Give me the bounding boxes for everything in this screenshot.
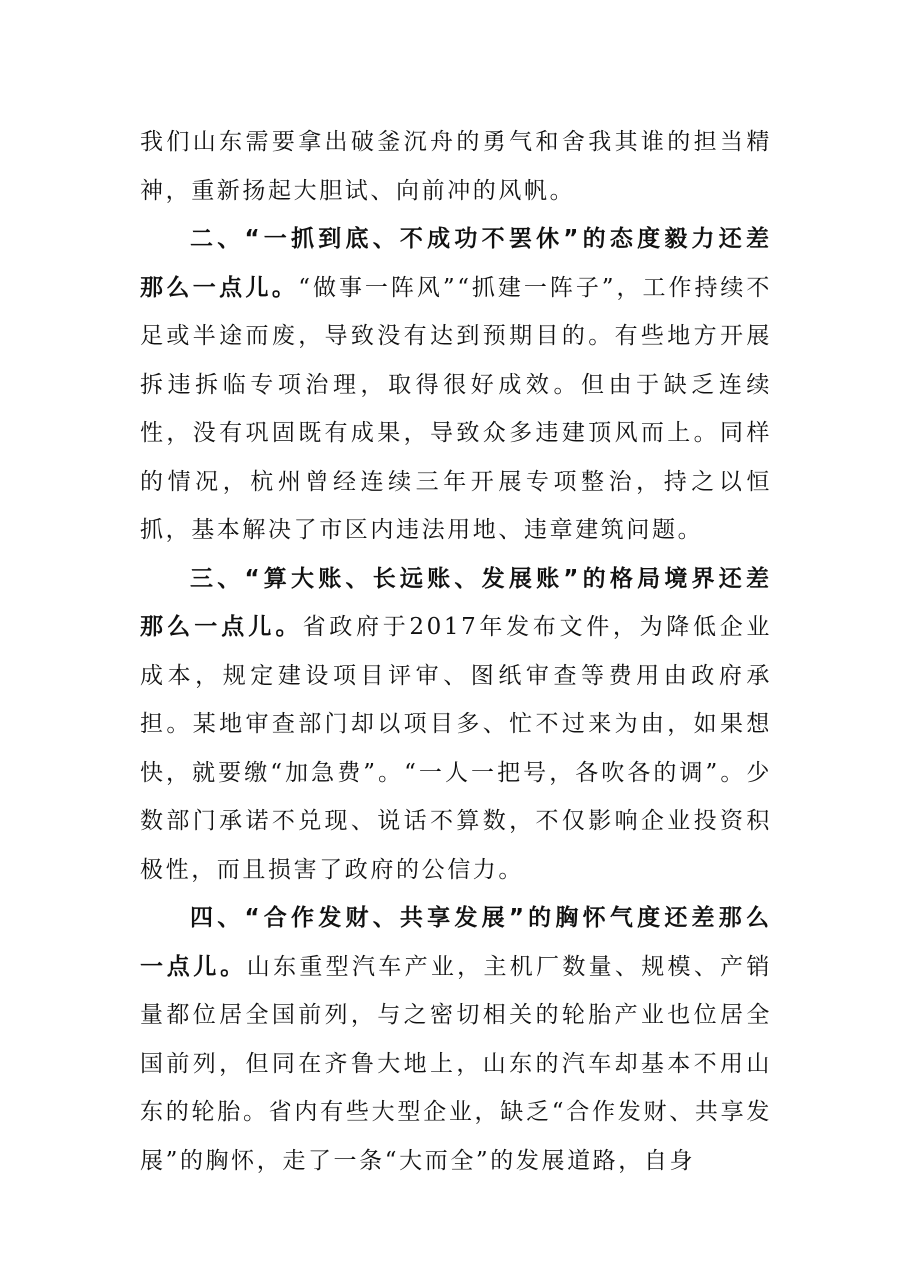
paragraph-section-3	[140, 555, 772, 895]
paragraph-body: 我们山东需要拿出破釜沉舟的勇气和舍我其谁的担当精神，重新扬起大胆试、向前冲的风帆。	[140, 129, 772, 204]
section-heading: 四、“合作发财、共享发展”的胸怀气度还差那么一点儿。	[140, 905, 772, 980]
paragraph-body: 山东重型汽车产业，主机厂数量、规模、产销量都位居全国前列，与之密切相关的轮胎产业也位居全国前列，但同在齐鲁大地上，山东的汽车却基本不用山东的轮胎。省内有些大型企业，缺乏“合作发财、共享发展”的胸怀，走了一条“大而全”的发展道路，自身	[140, 953, 773, 1174]
paragraph-body: “做事一阵风”“抓建一阵子”，工作持续不足或半途而废，导致没有达到预期目的。有些地方开展拆违拆临专项治理，取得很好成效。但由于缺乏连续性，没有巩固既有成果，导致众多违建顶风而上。同样的情况，杭州曾经连续三年开展专项整治，持之以恒抓，基本解决了市区内违法用地、违章建筑问题。	[140, 274, 772, 543]
document-body	[140, 118, 772, 1185]
paragraph-body: 省政府于2017年发布文件，为降低企业成本，规定建设项目评审、图纸审查等费用由政府承担。某地审查部门却以项目多、忙不过来为由，如果想快，就要缴“加急费”。“一人一把号，各吹各的调”。少数部门承诺不兑现、说话不算数，不仅影响企业投资积极性，而且损害了政府的公信力。	[140, 614, 773, 883]
section-heading: 三、“算大账、长远账、发展账”的格局境界还差那么一点儿。	[140, 565, 772, 640]
paragraph-section-4	[140, 894, 772, 1185]
paragraph-section-2	[140, 215, 772, 555]
paragraph-intro-continuation	[140, 118, 772, 215]
section-heading: 二、“一抓到底、不成功不罢休”的态度毅力还差那么一点儿。	[140, 226, 772, 301]
